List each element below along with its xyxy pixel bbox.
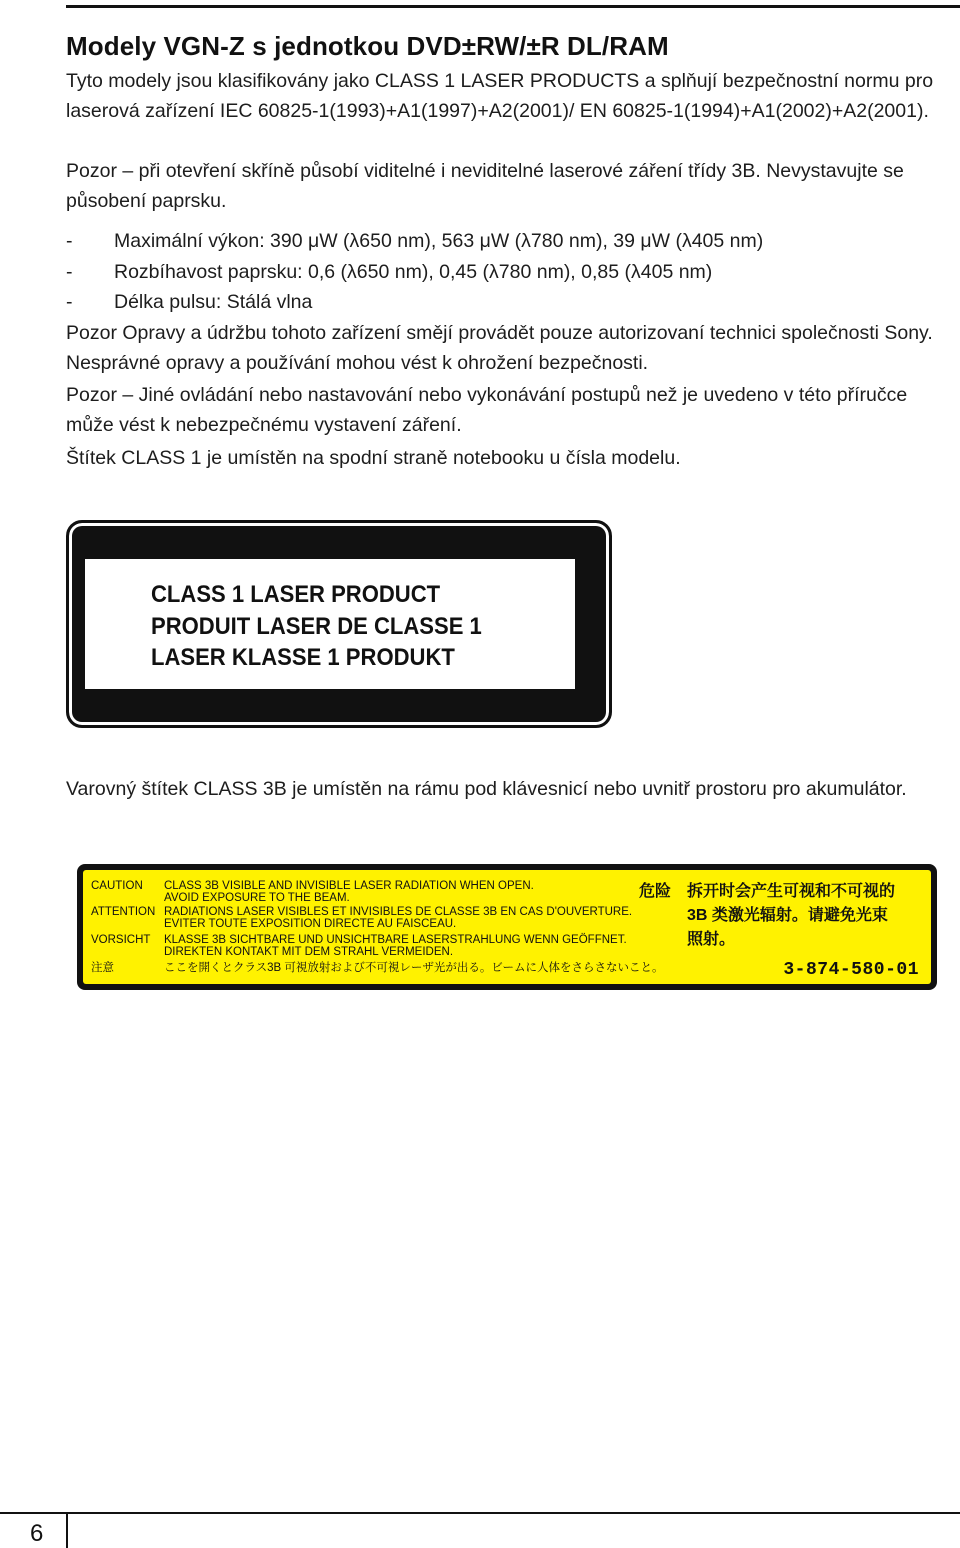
caution-key: CAUTION <box>91 880 143 892</box>
spec-item-pulse <box>66 287 312 317</box>
class1-line-en: CLASS 1 LASER PRODUCT <box>151 581 441 608</box>
caution-chinese-block <box>639 880 895 952</box>
caution-chinese-text: 照射。 <box>687 931 736 948</box>
class1-line-de: LASER KLASSE 1 PRODUKT <box>151 644 455 671</box>
spec-item-max-power <box>66 226 763 256</box>
intro-paragraph: Tyto modely jsou klasifikovány jako CLASS 1 LASER PRODUCTS a splňují bezpečnostní normu pro laserová zařízení IEC 60825-1(1993)+A1(1997)+A2(2001)/ EN 60825-1(1994)+A1(2002)+A2(2001). <box>66 70 934 122</box>
label-part-number: 3-874-580-01 <box>783 960 919 980</box>
caution-chinese-text: 拆开时会产生可视和不可视的 <box>687 883 896 900</box>
service-warning: Pozor Opravy a údržbu tohoto zařízení smějí provádět pouze autorizovaní technici společnosti Sony. Nesprávné opravy a používání mohou vést k ohrožení bezpečnosti. <box>66 322 933 374</box>
class1-location-text: Štítek CLASS 1 je umístěn na spodní straně notebooku u čísla modelu. <box>66 447 681 469</box>
class1-laser-label <box>66 520 612 728</box>
spec-text: Rozbíhavost paprsku: 0,6 (λ650 nm), 0,45 (λ780 nm), 0,85 (λ405 nm) <box>114 261 713 283</box>
caution-label-panel <box>83 870 931 984</box>
caution-text: KLASSE 3B SICHTBARE UND UNSICHTBARE LASERSTRAHLUNG WENN GEÖFFNET. DIREKTEN KONTAKT MIT DEM STRAHL VERMEIDEN. <box>164 934 627 958</box>
caution-chinese-key: 危险 <box>639 883 672 900</box>
spec-item-divergence <box>66 257 712 287</box>
top-rule <box>66 5 960 8</box>
class3b-location-text: Varovný štítek CLASS 3B je umístěn na rámu pod klávesnicí nebo uvnitř prostoru pro akumulátor. <box>66 778 907 800</box>
caution-text: CLASS 3B VISIBLE AND INVISIBLE LASER RADIATION WHEN OPEN. AVOID EXPOSURE TO THE BEAM. <box>164 880 534 904</box>
page-heading: Modely VGN-Z s jednotkou DVD±RW/±R DL/RAM <box>66 31 669 61</box>
radiation-warning: Pozor – při otevření skříně působí viditelné i neviditelné laserové záření třídy 3B. Nevystavujte se působení paprsku. <box>66 160 904 212</box>
spec-text: Maximální výkon: 390 μW (λ650 nm), 563 μW (λ780 nm), 39 μW (λ405 nm) <box>114 230 764 252</box>
list-dash: - <box>66 291 73 313</box>
list-dash: - <box>66 261 73 283</box>
controls-warning: Pozor – Jiné ovládání nebo nastavování nebo vykonávání postupů než je uvedeno v této příručce může vést k nebezpečnému vystavení záření. <box>66 384 908 436</box>
caution-text: RADIATIONS LASER VISIBLES ET INVISIBLES DE CLASSE 3B EN CAS D'OUVERTURE. EVITER TOUTE EXPOSITION DIRECTE AU FAISCEAU. <box>164 906 633 930</box>
class1-line-fr: PRODUIT LASER DE CLASSE 1 <box>151 612 482 640</box>
caution-key: ATTENTION <box>91 906 156 918</box>
list-dash: - <box>66 230 73 252</box>
caution-text: ここを開くとクラス3B 可視放射および不可視レーザ光が出る。ビームに人体をさらさないこと。 <box>164 962 664 974</box>
class1-label-panel <box>85 559 575 689</box>
page-number: 6 <box>30 1520 44 1547</box>
footer-divider <box>66 1514 68 1548</box>
caution-key: 注意 <box>91 962 114 974</box>
spec-text: Délka pulsu: Stálá vlna <box>114 291 313 313</box>
footer-rule <box>0 1512 960 1514</box>
caution-chinese-text: 3B 类激光辐射。请避免光束 <box>687 907 888 924</box>
class3b-caution-label <box>77 864 937 990</box>
caution-key: VORSICHT <box>91 934 151 946</box>
